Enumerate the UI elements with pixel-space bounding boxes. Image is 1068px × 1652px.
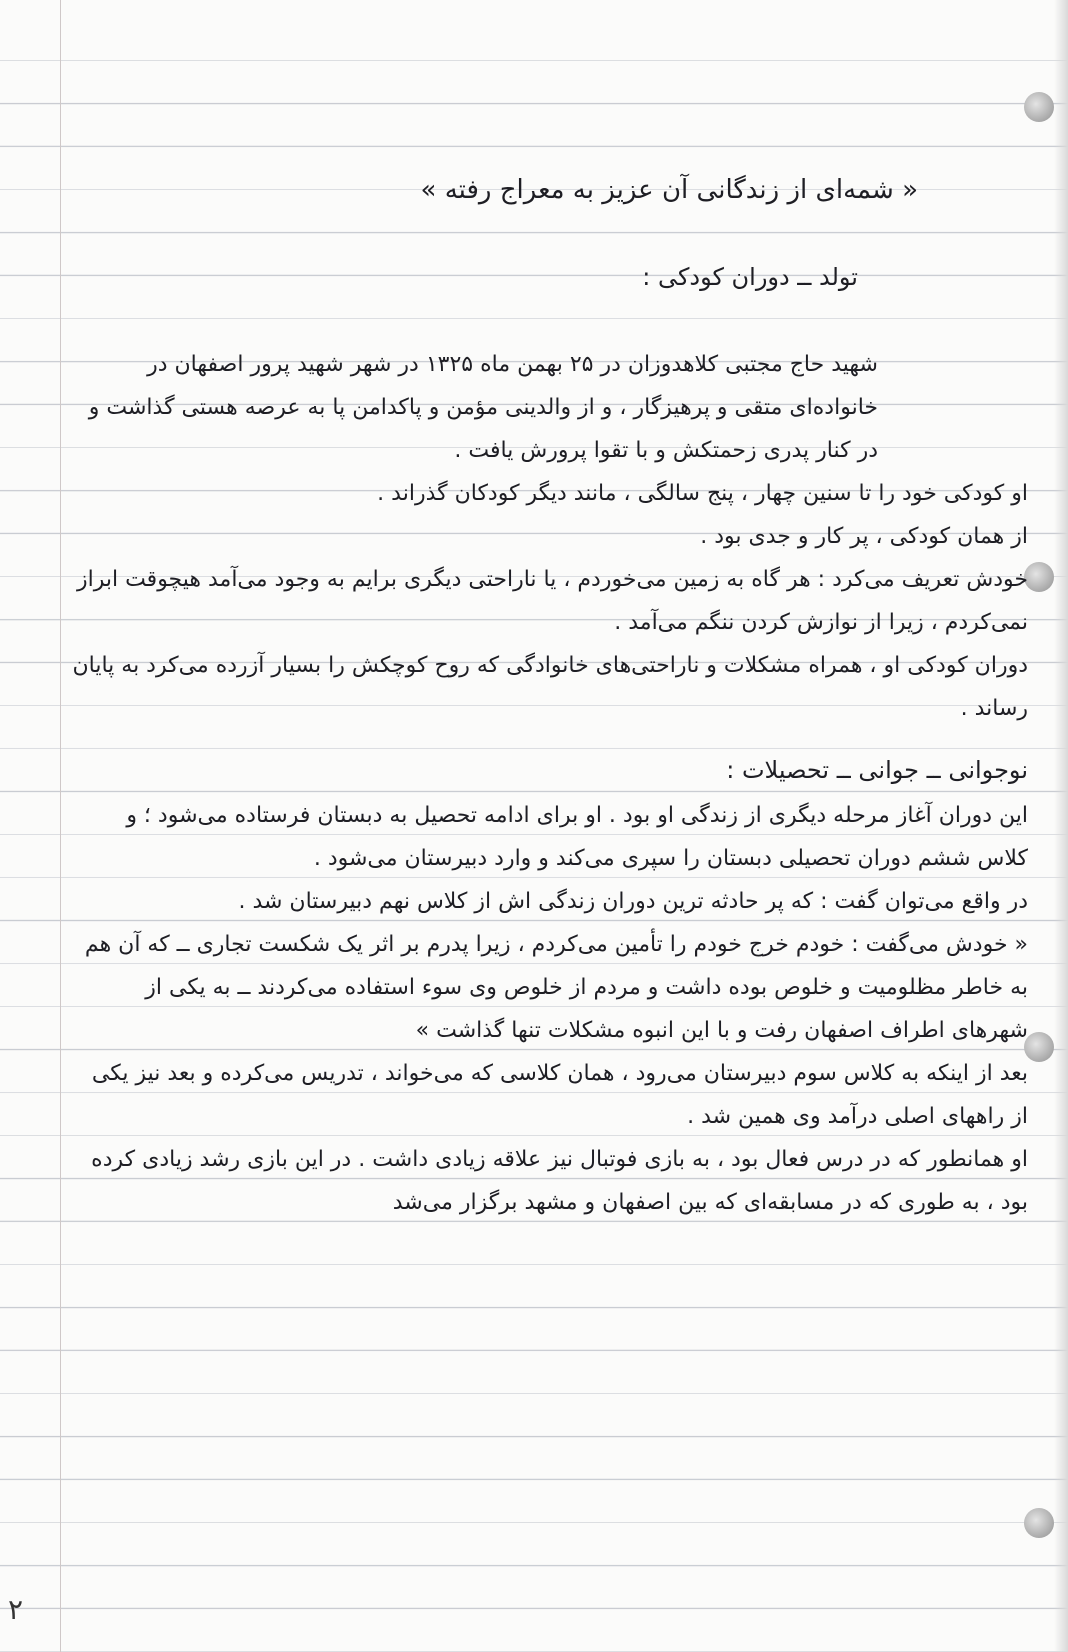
- section-heading-birth-childhood: تولد ــ دوران کودکی :: [642, 263, 858, 291]
- paragraph: دوران کودکی او ، همراه مشکلات و ناراحتی‌های خانوادگی که روح کوچکش را بسیار آزرده می‌کرد به پایان رساند .: [72, 653, 1028, 721]
- paragraph: بعد از اینکه به کلاس سوم دبیرستان می‌رود ، همان کلاسی که می‌خواند ، تدریس می‌کرده و بعد نیز یکی از راههای اصلی درآمد وی همین شد .: [91, 1061, 1028, 1129]
- page-edge-shadow: [1054, 0, 1068, 1652]
- document-title: « شمه‌ای از زندگانی آن عزیز به معراج رفته »: [420, 175, 918, 205]
- punch-hole: [1024, 1032, 1054, 1062]
- punch-hole: [1024, 562, 1054, 592]
- paragraph: خودش تعریف می‌کرد : هر گاه به زمین می‌خوردم ، یا ناراحتی دیگری برایم به وجود می‌آمد هیچوقت ابراز نمی‌کردم ، زیرا از نوازش کردن ننگم می‌آمد .: [76, 567, 1028, 635]
- paragraph: از همان کودکی ، پر کار و جدی بود .: [700, 524, 1028, 549]
- page-number: ۲: [8, 1593, 24, 1626]
- margin-line: [60, 0, 61, 1652]
- paragraph: این دوران آغاز مرحله دیگری از زندگی او بود . او برای ادامه تحصیل به دبستان فرستاده می‌شود ؛ و کلاس ششم دوران تحصیلی دبستان را سپری می‌کند و وارد دبیرستان می‌شود .: [126, 803, 1028, 871]
- paragraph: شهید حاج مجتبی کلاهدوزان در ۲۵ بهمن ماه ۱۳۲۵ در شهر شهید پرور اصفهان در خانواده‌ای متقی و پرهیزگار ، و از والدینی مؤمن و پاکدامن پا به عرصه هستی گذاشت و در کنار پدری زحمتکش و با تقوا پرورش یافت .: [88, 352, 878, 463]
- section-heading-youth-education: نوجوانی ــ جوانی ــ تحصیلات :: [726, 756, 1028, 784]
- paragraph: او همانطور که در درس فعال بود ، به بازی فوتبال نیز علاقه زیادی داشت . در این بازی رشد زیادی کرده بود ، به طوری که در مسابقه‌ای که بین اصفهان و مشهد برگزار می‌شد: [91, 1147, 1028, 1215]
- punch-hole: [1024, 92, 1054, 122]
- paragraph: « خودش می‌گفت : خودم خرج خودم را تأمین می‌کردم ، زیرا پدرم بر اثر یک شکست تجاری ــ که آن هم به خاطر مظلومیت و خلوص بوده داشت و مردم از خلوص وی سوء استفاده می‌کردند ــ به یکی از شهرهای اطراف اصفهان رفت و با این انبوه مشکلات تنها گذاشت »: [84, 932, 1028, 1043]
- paragraph: در واقع می‌توان گفت : که پر حادثه ترین دوران زندگی اش از کلاس نهم دبیرستان شد .: [238, 889, 1028, 914]
- handwritten-text: [70, 175, 1028, 1224]
- paragraph: او کودکی خود را تا سنین چهار ، پنج سالگی ، مانند دیگر کودکان گذراند .: [377, 481, 1028, 506]
- punch-hole: [1024, 1508, 1054, 1538]
